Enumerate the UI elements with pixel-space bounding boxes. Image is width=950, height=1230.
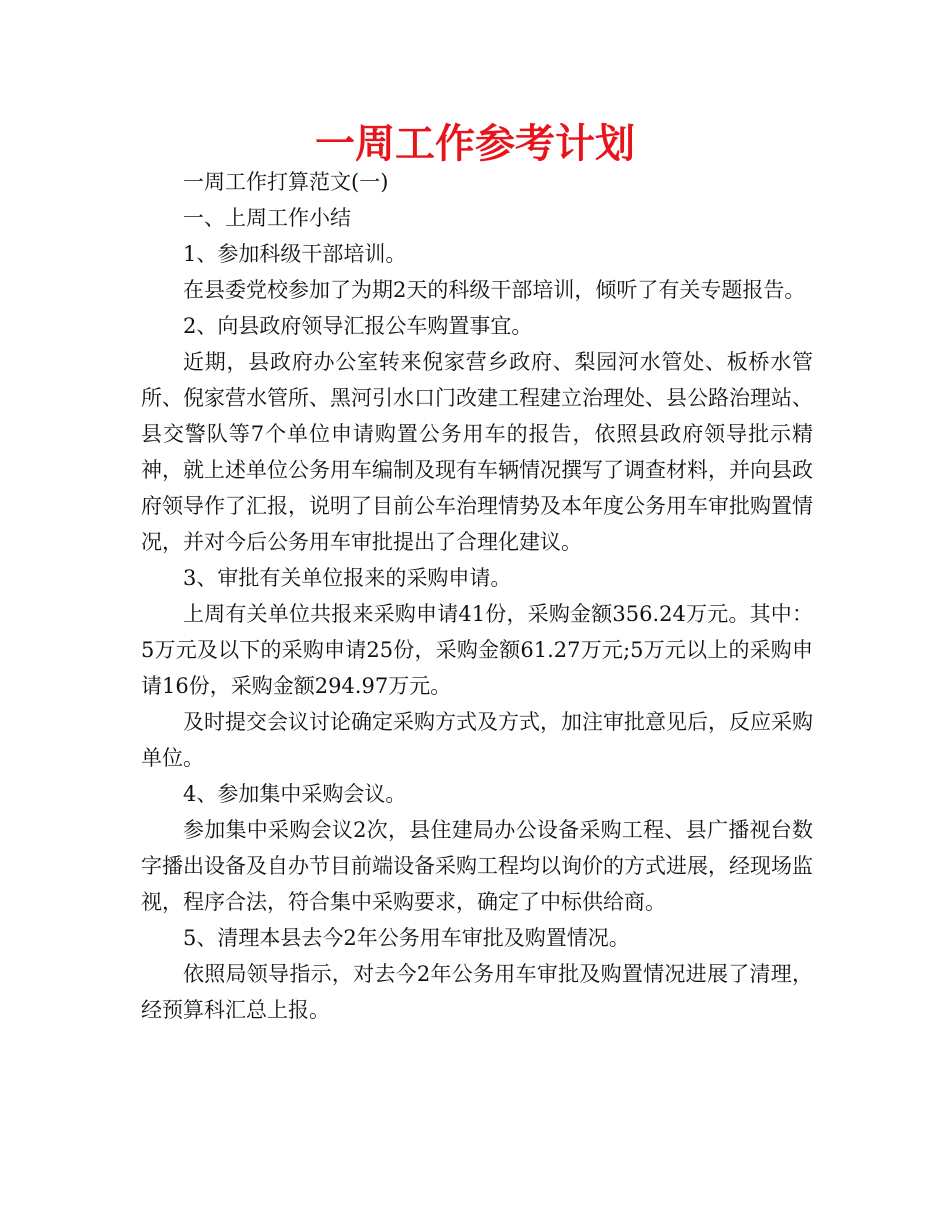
document-title: 一周工作参考计划 (315, 121, 635, 167)
item-heading: 4、参加集中采购会议。 (183, 782, 407, 806)
item-heading: 3、审批有关单位报来的采购申请。 (183, 566, 512, 590)
paragraph: 及时提交会议讨论确定采购方式及方式，加注审批意见后，反应采购单位。 (141, 710, 813, 770)
document-body (141, 164, 813, 1028)
paragraph: 参加集中采购会议2次，县住建局办公设备采购工程、县广播视台数字播出设备及自办节目前端设备采购工程均以询价的方式进展，经现场监视，程序合法，符合集中采购要求，确定了中标供给商。 (141, 818, 813, 914)
section-heading: 一、上周工作小结 (183, 206, 351, 230)
paragraph: 在县委党校参加了为期2天的科级干部培训，倾听了有关专题报告。 (183, 278, 806, 302)
item-heading: 5、清理本县去今2年公务用车审批及购置情况。 (183, 926, 630, 950)
item-heading: 1、参加科级干部培训。 (183, 242, 407, 266)
paragraph: 一周工作打算范文(一) (183, 170, 389, 194)
paragraph: 近期，县政府办公室转来倪家营乡政府、梨园河水管处、板桥水管所、倪家营水管所、黑河引水口门改建工程建立治理处、县公路治理站、县交警队等7个单位申请购置公务用车的报告，依照县政府领导批示精神，就上述单位公务用车编制及现有车辆情况撰写了调查材料，并向县政府领导作了汇报，说明了目前公车治理情势及本年度公务用车审批购置情况，并对今后公务用车审批提出了合理化建议。 (141, 350, 813, 554)
paragraph: 上周有关单位共报来采购申请41份，采购金额356.24万元。其中：5万元及以下的采购申请25份，采购金额61.27万元;5万元以上的采购申请16份，采购金额294.97万元。 (141, 602, 813, 698)
paragraph: 依照局领导指示，对去今2年公务用车审批及购置情况进展了清理，经预算科汇总上报。 (141, 962, 813, 1022)
item-heading: 2、向县政府领导汇报公车购置事宜。 (183, 314, 533, 338)
